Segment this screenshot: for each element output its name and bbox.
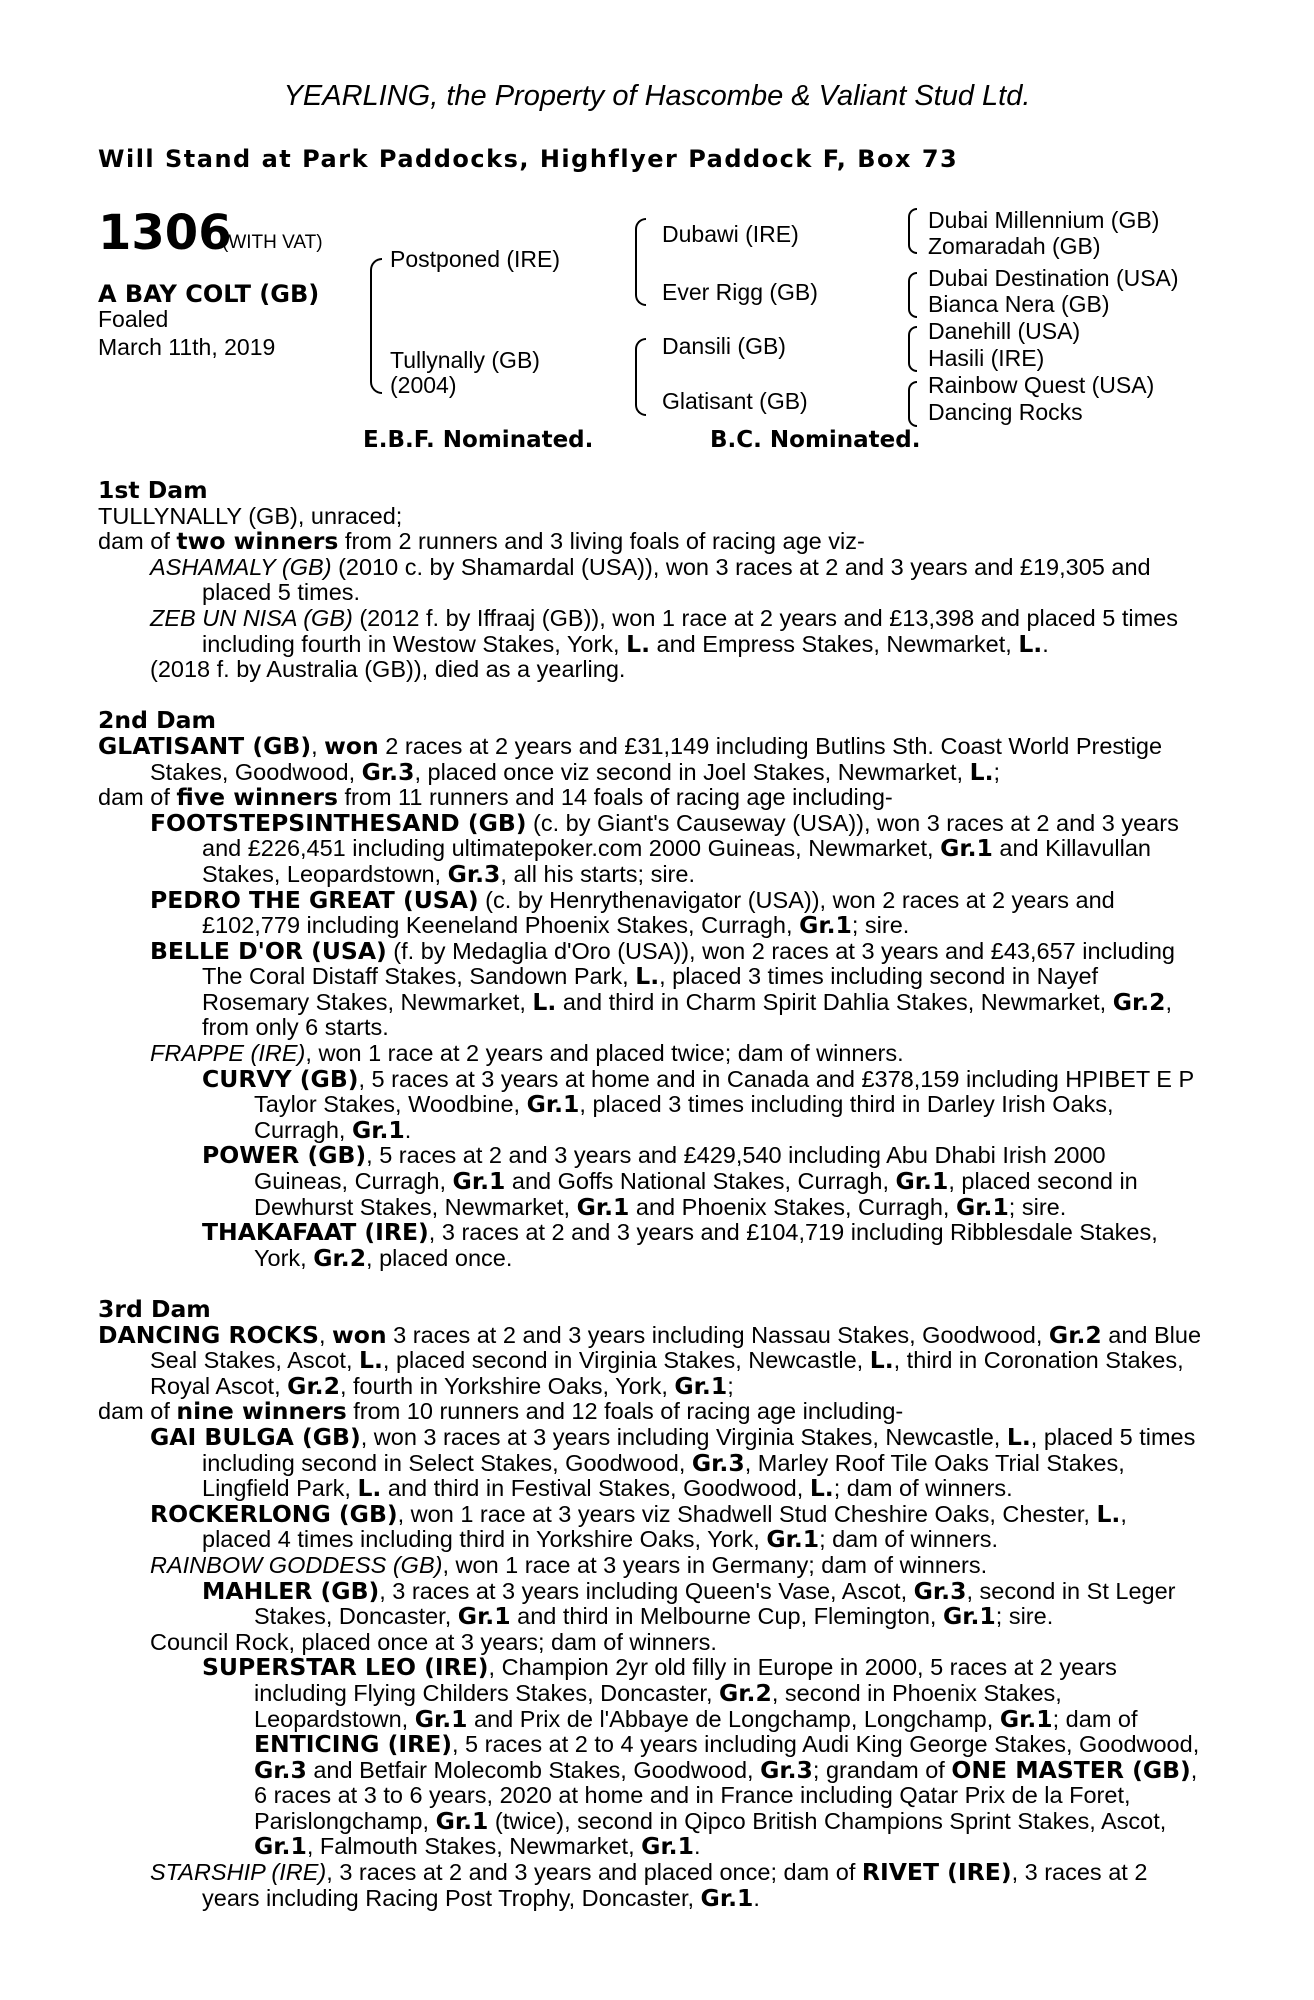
pedigree-dam: Tullynally (GB) bbox=[390, 347, 540, 373]
foaled-label: Foaled bbox=[98, 306, 169, 332]
grand-offspring-entry: SUPERSTAR LEO (IRE), Champion 2yr old filly in Europe in 2000, 5 races at 2 years including Flying Childers Stakes, Doncaster, Gr.2, second in Phoenix Stakes, Leopardstown, Gr.1 and Prix de l'Abbaye de Longchamp, Longchamp, Gr.1; dam of ENTICING (IRE), 5 races at 2 to 4 years including Audi King George Stakes, Goodwood, Gr.3 and Betfair Molecomb Stakes, Goodwood, Gr.3; grandam of ONE MASTER (GB), 6 races at 3 to 6 years, 2020 at home and in France including Qatar Prix de la Foret, Parislongchamp, Gr.1 (twice), second in Qipco British Champions Sprint Stakes, Ascot, Gr.1, Falmouth Stakes, Newmarket, Gr.1. bbox=[202, 1653, 1200, 1861]
offspring-entry: Council Rock, placed once at 3 years; dam of winners. bbox=[150, 1628, 717, 1655]
pedigree-gen3-2: Zomaradah (GB) bbox=[928, 233, 1101, 259]
pedigree-dam-dam: Glatisant (GB) bbox=[662, 388, 808, 414]
pedigree-gen3-5: Danehill (USA) bbox=[928, 318, 1081, 344]
pedigree-sire-dam: Ever Rigg (GB) bbox=[662, 279, 818, 305]
vat-note: (WITH VAT) bbox=[222, 232, 323, 253]
pedigree-sire-sire: Dubawi (IRE) bbox=[662, 221, 799, 247]
foaled-date: March 11th, 2019 bbox=[98, 334, 276, 360]
offspring-entry: RAINBOW GODDESS (GB), won 1 race at 3 years in Germany; dam of winners. bbox=[150, 1551, 988, 1578]
offspring-entry: (2018 f. by Australia (GB)), died as a yearling. bbox=[150, 656, 626, 683]
pedigree-dam-sire: Dansili (GB) bbox=[662, 333, 786, 359]
pedigree-gen3-4: Bianca Nera (GB) bbox=[928, 291, 1110, 317]
grand-offspring-entry: THAKAFAAT (IRE), 3 races at 2 and 3 years and £104,719 including Ribblesdale Stakes, York, Gr.2, placed once. bbox=[202, 1218, 1158, 1272]
offspring-entry: PEDRO THE GREAT (USA) (c. by Henrythenavigator (USA)), won 2 races at 2 years and £102,779 including Keeneland Phoenix Stakes, Curragh, Gr.1; sire. bbox=[150, 885, 1115, 940]
pedigree-bracket-g34 bbox=[908, 272, 917, 318]
pedigree-bracket-sire bbox=[635, 218, 646, 306]
second-dam-record: GLATISANT (GB), won 2 races at 2 years and £31,149 including Butlins Sth. Coast World Prestige Stakes, Goodwood, Gr.3, placed once viz second in Joel Stakes, Newmarket, L.; bbox=[98, 731, 1163, 786]
offspring-entry: FOOTSTEPSINTHESAND (GB) (c. by Giant's Causeway (USA)), won 3 races at 2 and 3 years and £226,451 including ultimatepoker.com 2000 Guineas, Newmarket, Gr.1 and Killavullan Stakes, Leopardstown, Gr.3, all his starts; sire. bbox=[150, 808, 1179, 888]
offspring-entry: BELLE D'OR (USA) (f. by Medaglia d'Oro (USA)), won 2 races at 3 years and £43,657 including The Coral Distaff Stakes, Sandown Park, L., placed 3 times including second in Nayef Rosemary Stakes, Newmarket, L. and third in Charm Spirit Dahlia Stakes, Newmarket, Gr.2, from only 6 starts. bbox=[150, 936, 1176, 1041]
pedigree-dam-year: (2004) bbox=[390, 372, 457, 398]
pedigree-gen3-7: Rainbow Quest (USA) bbox=[928, 372, 1155, 398]
offspring-entry: STARSHIP (IRE), 3 races at 2 and 3 years and placed once; dam of RIVET (IRE), 3 races at 2 years including Racing Post Trophy, Doncaster, Gr.1. bbox=[150, 1858, 1148, 1912]
page-title: YEARLING, the Property of Hascombe & Valiant Stud Ltd. bbox=[283, 80, 1031, 112]
third-dam-record: DANCING ROCKS, won 3 races at 2 and 3 years including Nassau Stakes, Goodwood, Gr.2 and Blue Seal Stakes, Ascot, L., placed second in Virginia Stakes, Newcastle, L., third in Coronation Stakes, Royal Ascot, Gr.2, fourth in Yorkshire Oaks, York, Gr.1; bbox=[98, 1320, 1202, 1400]
pedigree-sire: Postponed (IRE) bbox=[390, 246, 561, 272]
pedigree-bracket-g56 bbox=[908, 326, 917, 372]
grand-offspring-entry: MAHLER (GB), 3 races at 3 years including Queen's Vase, Ascot, Gr.3, second in St Leger Stakes, Doncaster, Gr.1 and third in Melbourne Cup, Flemington, Gr.1; sire. bbox=[202, 1576, 1176, 1631]
lot-description: A BAY COLT (GB) bbox=[98, 280, 320, 308]
pedigree-gen3-3: Dubai Destination (USA) bbox=[928, 265, 1179, 291]
ebf-nomination: E.B.F. Nominated. bbox=[363, 427, 594, 453]
location-subtitle: Will Stand at Park Paddocks, Highflyer Paddock F, Box 73 bbox=[98, 145, 959, 173]
first-dam-line: TULLYNALLY (GB), unraced; bbox=[98, 502, 403, 529]
pedigree-gen3-1: Dubai Millennium (GB) bbox=[928, 207, 1160, 233]
first-dam-heading: 1st Dam bbox=[98, 476, 208, 504]
second-dam-summary: dam of five winners from 11 runners and 14 foals of racing age including- bbox=[98, 783, 893, 812]
bc-nomination: B.C. Nominated. bbox=[710, 427, 921, 453]
offspring-entry: ASHAMALY (GB) (2010 c. by Shamardal (USA)), won 3 races at 2 and 3 years and £19,305 and placed 5 times. bbox=[150, 553, 1151, 606]
grand-offspring-entry: POWER (GB), 5 races at 2 and 3 years and £429,540 including Abu Dhabi Irish 2000 Guineas, Curragh, Gr.1 and Goffs National Stakes, Curragh, Gr.1, placed second in Dewhurst Stakes, Newmarket, Gr.1 and Phoenix Stakes, Curragh, Gr.1; sire. bbox=[202, 1141, 1138, 1221]
pedigree-bracket-dam bbox=[635, 338, 646, 416]
pedigree-gen3-8: Dancing Rocks bbox=[928, 399, 1083, 425]
first-dam-summary: dam of two winners from 2 runners and 3 living foals of racing age viz- bbox=[98, 527, 865, 556]
third-dam-summary: dam of nine winners from 10 runners and 12 foals of racing age including- bbox=[98, 1397, 904, 1426]
pedigree-gen3-6: Hasili (IRE) bbox=[928, 345, 1045, 371]
offspring-entry: GAI BULGA (GB), won 3 races at 3 years including Virginia Stakes, Newcastle, L., placed 5 times including second in Select Stakes, Goodwood, Gr.3, Marley Roof Tile Oaks Trial Stakes, Lingfield Park, L. and third in Festival Stakes, Goodwood, L.; dam of winners. bbox=[150, 1422, 1196, 1503]
foaled-info bbox=[98, 305, 298, 361]
second-dam-heading: 2nd Dam bbox=[98, 706, 216, 735]
offspring-entry: ROCKERLONG (GB), won 1 race at 3 years viz Shadwell Stud Cheshire Oaks, Chester, L., placed 4 times including third in Yorkshire Oaks, York, Gr.1; dam of winners. bbox=[150, 1499, 1127, 1554]
grand-offspring-entry: CURVY (GB), 5 races at 3 years at home and in Canada and £378,159 including HPIBET E P Taylor Stakes, Woodbine, Gr.1, placed 3 times including third in Darley Irish Oaks, Curragh, Gr.1. bbox=[202, 1064, 1194, 1144]
third-dam-heading: 3rd Dam bbox=[98, 1295, 211, 1323]
offspring-entry: FRAPPE (IRE), won 1 race at 2 years and placed twice; dam of winners. bbox=[150, 1040, 904, 1067]
dam-records bbox=[98, 478, 1202, 1911]
pedigree-bracket-g78 bbox=[908, 381, 917, 427]
pedigree-bracket-g12 bbox=[908, 208, 917, 254]
offspring-entry: ZEB UN NISA (GB) (2012 f. by Iffraaj (GB)), won 1 race at 2 years and £13,398 and placed 5 times including fourth in Westow Stakes, York, L. and Empress Stakes, Newmarket, L.. bbox=[150, 604, 1178, 658]
lot-number: 1306 bbox=[98, 205, 232, 261]
pedigree-bracket-main bbox=[370, 258, 382, 394]
